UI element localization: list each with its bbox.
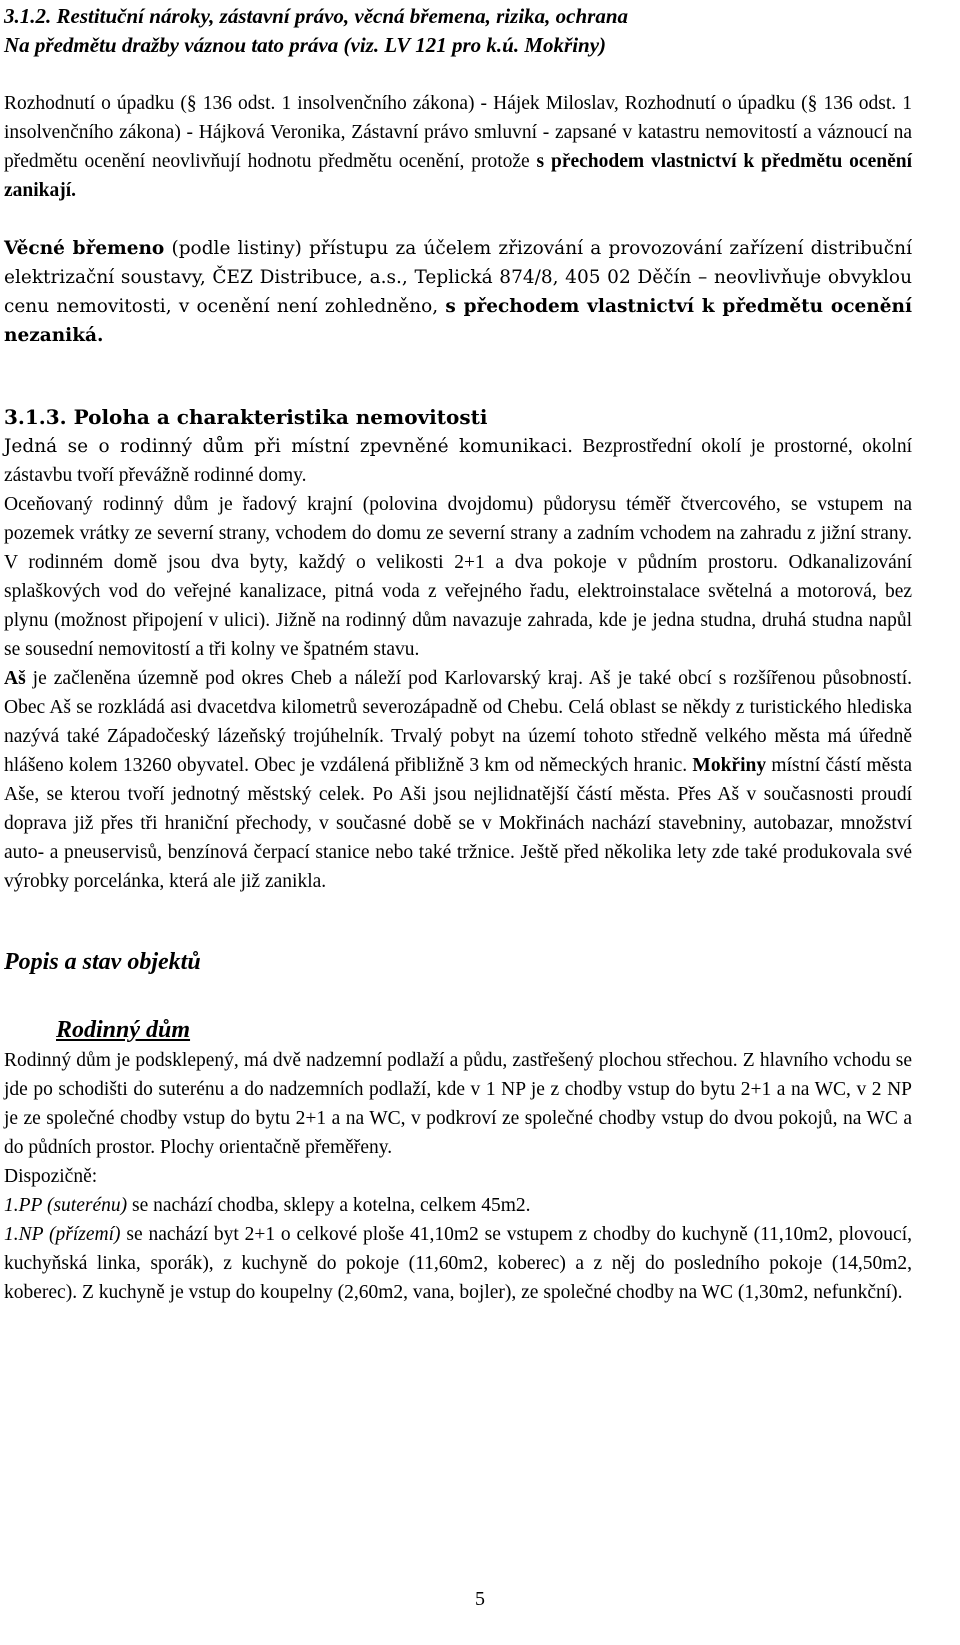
easement-bold-end: s přechodem vlastnictví k předmětu ocenění nezaniká. <box>4 296 912 346</box>
section-heading-location: 3.1.3. Poloha a charakteristika nemovitosti <box>4 405 488 429</box>
section-heading-restitution: 3.1.2. Restituční nároky, zástavní právo, věcná břemena, rizika, ochrana <box>4 4 629 28</box>
location-text-a: Jedná se o rodinný dům při místní zpevněné komunikaci. <box>4 436 574 457</box>
document-page <box>4 2 912 1307</box>
location-text-b: Bezprostřední okolí je prostorné, okolní zástavbu tvoří převážně rodinné domy. <box>4 436 913 486</box>
insolvency-bold-text: s přechodem vlastnictví k předmětu ocenění zanikají. <box>4 151 912 201</box>
basement-label: 1.PP (suterénu) <box>4 1195 128 1216</box>
ground-floor-label: 1.NP (přízemí) <box>4 1224 121 1245</box>
easement-text: (podle listiny) přístupu za účelem zřizování a provozování zařízení distribuční elektrizační soustavy, ČEZ Distribuce, a.s., Teplická 874/8, 405 02 Děčín – neovlivňuje obvyklou cenu nemovitosti, v ocenění není zohledněno, <box>4 238 912 317</box>
ground-floor-paragraph <box>4 1220 912 1307</box>
location-paragraph-1 <box>4 432 912 490</box>
easement-paragraph <box>4 234 912 350</box>
town-paragraph <box>4 664 912 896</box>
basement-text: se nachází chodba, sklepy a kotelna, celkem 45m2. <box>127 1195 531 1216</box>
easement-bold-label: Věcné břemeno <box>4 238 165 259</box>
house-paragraph: Rodinný dům je podsklepený, má dvě nadzemní podlaží a půdu, zastřešený plochou střechou. Z hlavního vchodu se jde po schodišti do suterénu a do nadzemních podlaží, kde v 1 NP je z chodby vstup do bytu 2+1 a na WC, v 2 NP je ze společné chodby vstup do bytu 2+1 a na WC, v podkroví ze společné chodby vstup do dvou pokojů, na WC a do půdních prostor. Plochy orientačně přeměřeny. <box>4 1050 912 1158</box>
layout-label: Dispozičně: <box>4 1166 98 1187</box>
ground-floor-text: se nachází byt 2+1 o celkové ploše 41,10m2 se vstupem z chodby do kuchyně (11,10m2, plovoucí, kuchyňská linka, sporák), z kuchyně do pokoje (11,60m2, koberec) a z něj do posledního pokoje (14,50m2, koberec). Z kuchyně je vstup do koupelny (2,60m2, vana, bojler), ze společné chodby na WC (1,30m2, nefunkční). <box>4 1224 913 1303</box>
town-text-2: místní částí města Aše, se kterou tvoří jednotný městský celek. Po Aši jsou nejlidnatější částí města. Přes Aš v současnosti proudí doprava již přes tři hraniční přechody, v současné době se v Mokřinách nachází stavebniny, autobazar, množství auto- a pneuservisů, benzínová čerpací stanice nebo také tržnice. Ještě před několika lety zde také produkovala své výrobky porcelánka, která ale již zanikla. <box>4 755 912 892</box>
location-paragraph-2: Oceňovaný rodinný dům je řadový krajní (polovina dvojdomu) půdorysu téměř čtvercového, se vstupem na pozemek vrátky ze severní strany, vchodem do domu ze severní strany a zadním vchodem na zahradu z jižní strany. V rodinném domě jsou dva byty, každý o velikosti 2+1 a dva pokoje v půdním prostoru. Odkanalizování splaškových vod do veřejné kanalizace, pitná voda z veřejného řadu, elektroinstalace světelná a motorová, bez plynu (možnost připojení v ulici). Jižně na rodinný dům navazuje zahrada, kde je jedna studna, druhá studna napůl se sousední nemovitostí a tři kolny ve špatném stavu. <box>4 494 912 660</box>
town-name-as: Aš <box>4 668 26 689</box>
town-name-mokriny: Mokřiny <box>692 755 767 776</box>
objects-heading: Popis a stav objektů <box>4 949 201 975</box>
town-text-1: je začleněna územně pod okres Cheb a náleží pod Karlovarský kraj. Aš je také obcí s rozšířenou působností. Obec Aš se rozkládá asi dvacetdva kilometrů severozápadně od Chebu. Celá oblast se někdy z turistického hlediska nazývá také Západočeský lázeňský trojúhelník. Trvalý pobyt na území tohoto středně velkého města má úředně hlášeno kolem 13260 obyvatel. Obec je vzdálená přibližně 3 km od německých hranic. <box>4 668 912 776</box>
basement-paragraph <box>4 1191 912 1220</box>
insolvency-text: Rozhodnutí o úpadku (§ 136 odst. 1 insolvenčního zákona) - Hájek Miloslav, Rozhodnutí o úpadku (§ 136 odst. 1 insolvenčního zákona) - Hájková Veronika, Zástavní právo smluvní - zapsané v katastru nemovitostí a váznoucí na předmětu ocenění neovlivňují hodnotu předmětu ocenění, protože <box>4 93 912 172</box>
page-number: 5 <box>475 1588 485 1610</box>
house-subheading: Rodinný dům <box>56 1017 191 1043</box>
insolvency-paragraph <box>4 89 912 205</box>
section-subheading-rights: Na předmětu dražby váznou tato práva (viz. LV 121 pro k.ú. Mokřiny) <box>4 33 607 57</box>
